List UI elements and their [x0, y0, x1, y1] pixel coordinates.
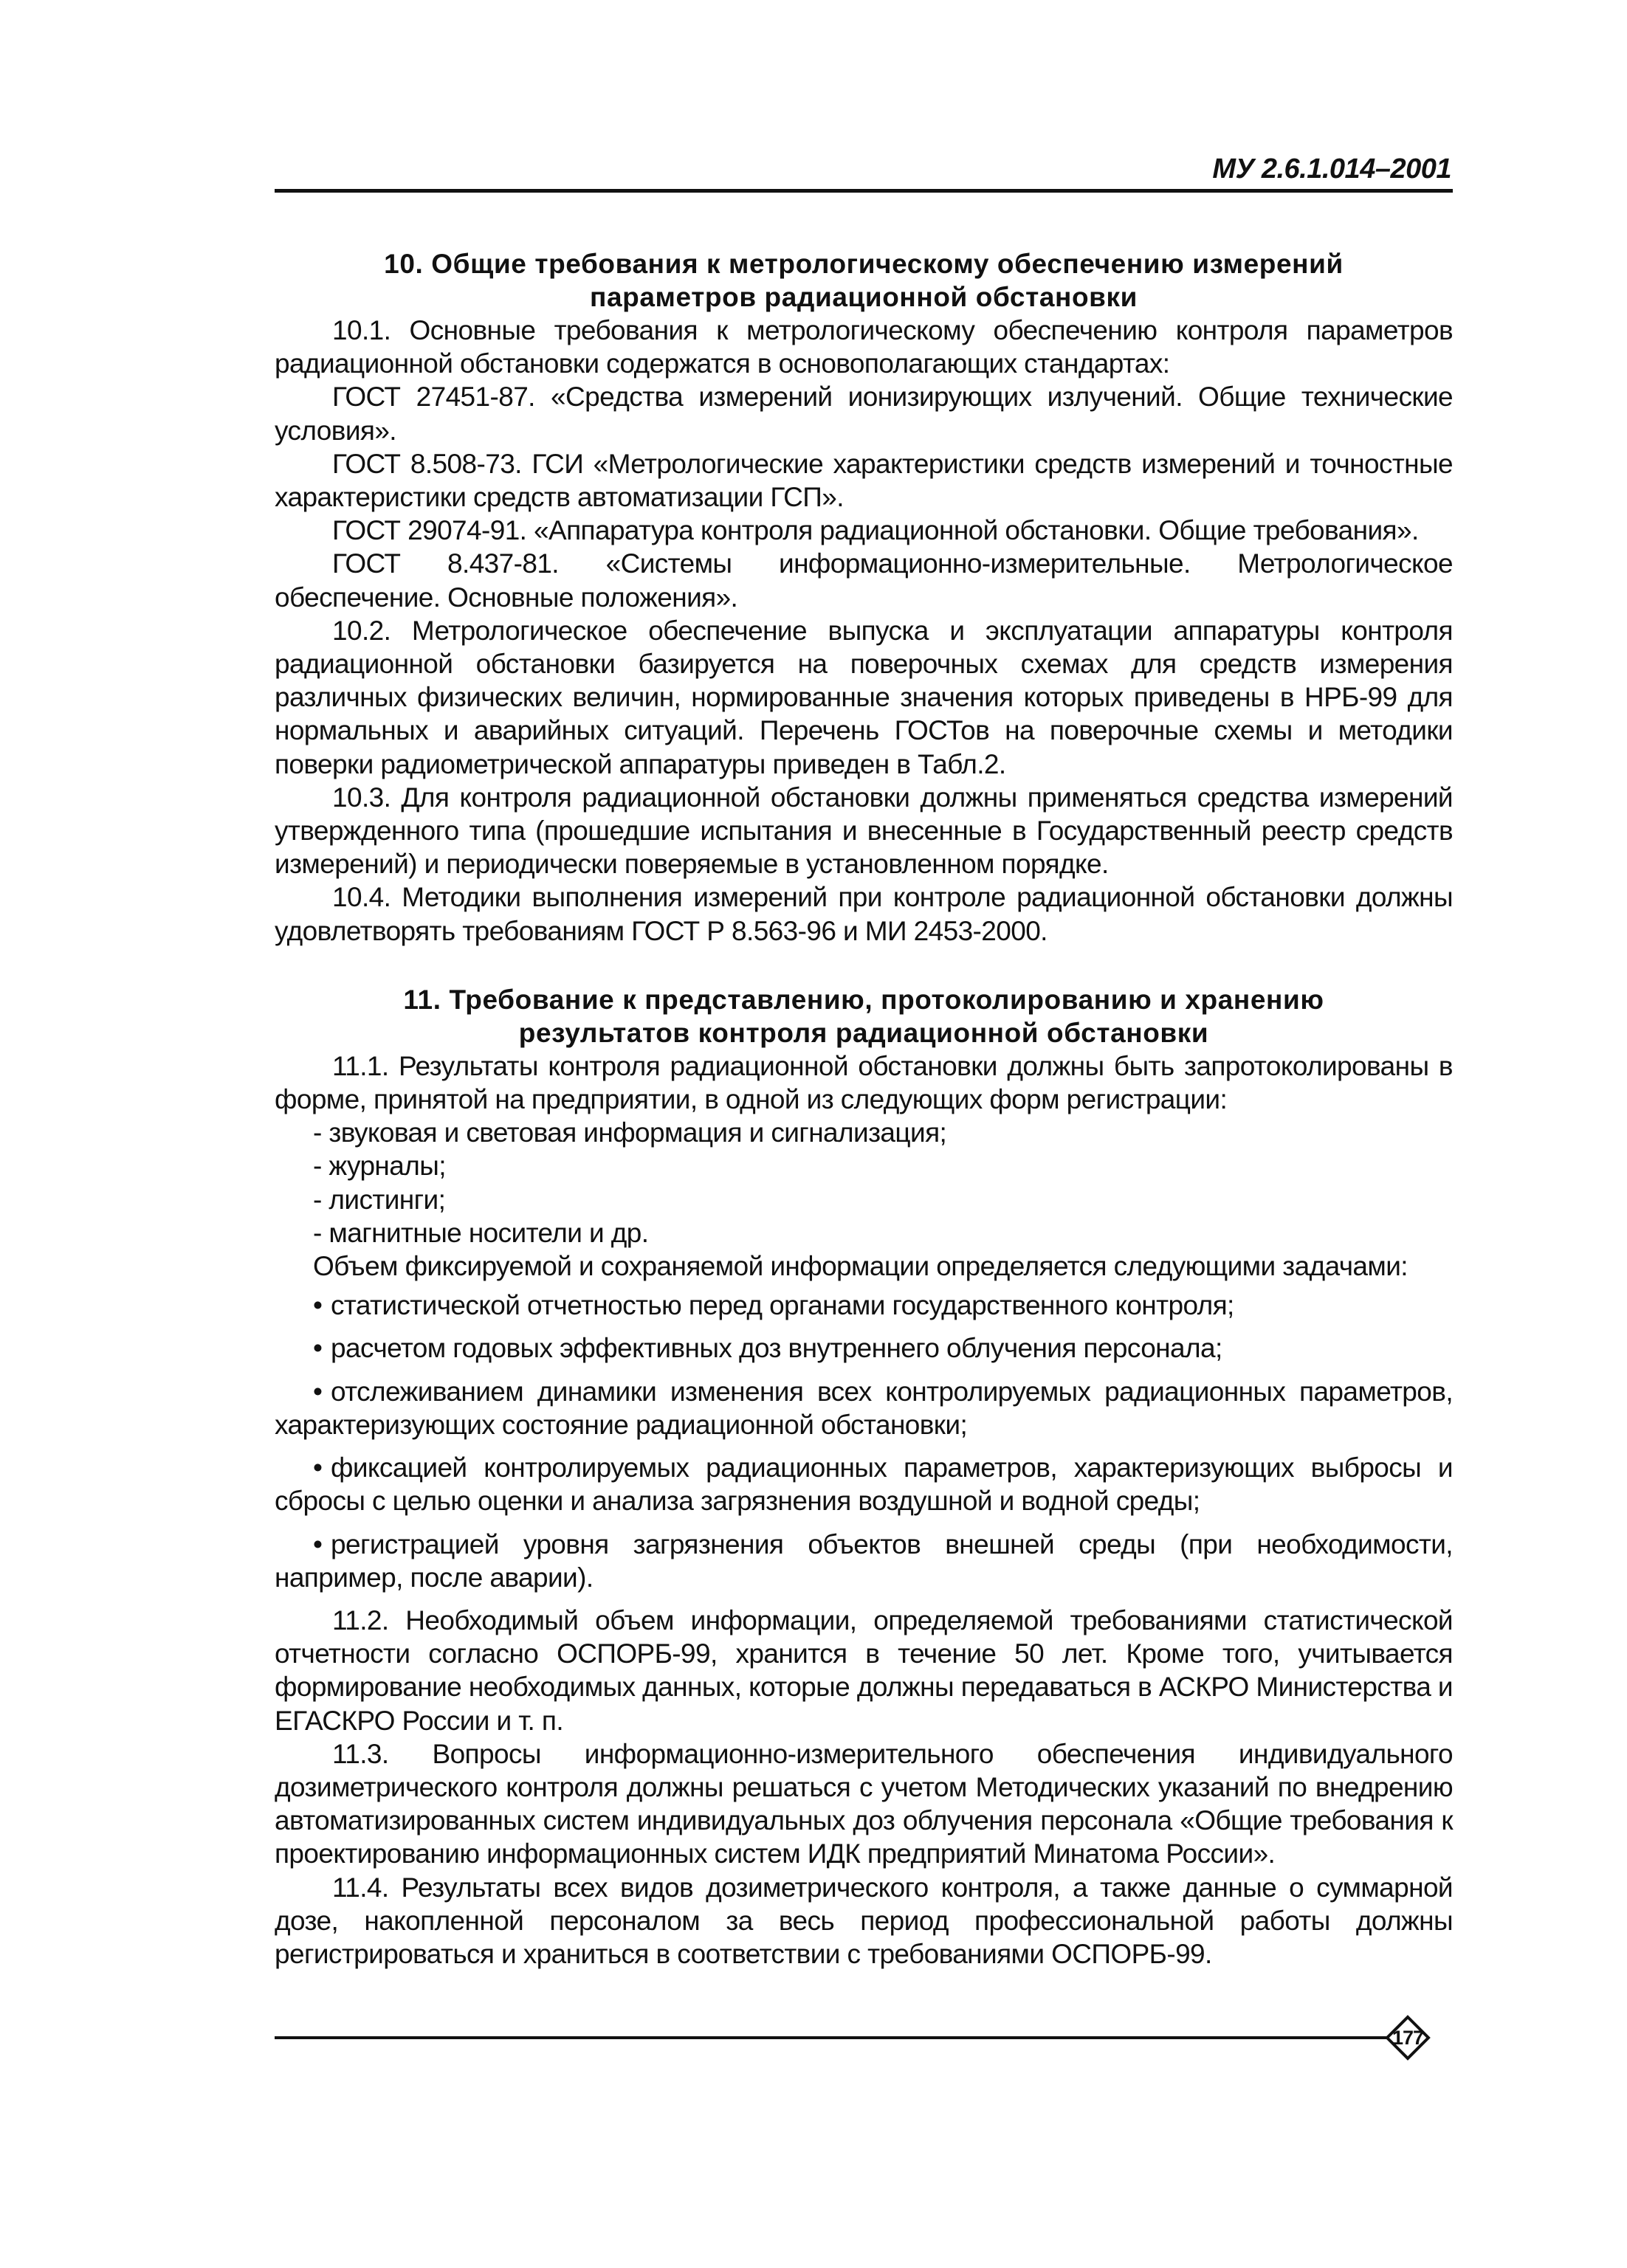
list-item: [275, 1528, 1453, 1594]
paragraph-10-3: 10.3. Для контроля радиационной обстановки должны применяться средства измерений утвержденного типа (прошедшие испытания и внесенные в Государственный реестр средств измерений) и периодически поверяемые в установленном порядке.: [275, 782, 1453, 880]
list-item: - журналы;: [313, 1151, 446, 1182]
list-item-text: расчетом годовых эффективных доз внутреннего облучения персонала;: [331, 1333, 1222, 1364]
list-item: [275, 1331, 1453, 1365]
section-11-heading-line-1: 11. Требование к представлению, протоколированию и хранению: [403, 984, 1324, 1015]
list-item-text: фиксацией контролируемых радиационных параметров, характеризующих выбросы и сбросы с целью оценки и анализа загрязнения воздушной и водной среды;: [275, 1452, 1453, 1517]
page-body: [275, 247, 1453, 1971]
standard-gost-27451: ГОСТ 27451-87. «Средства измерений ионизирующих излучений. Общие технические условия».: [275, 382, 1453, 446]
section-11-heading-line-2: результатов контроля радиационной обстановки: [518, 1017, 1209, 1048]
scope-intro: Объем фиксируемой и сохраняемой информации определяется следующими задачами:: [313, 1251, 1408, 1282]
list-item-text: отслеживанием динамики изменения всех контролируемых радиационных параметров, характеризующих состояние радиационной обстановки;: [275, 1376, 1453, 1440]
section-10-heading-line-1: 10. Общие требования к метрологическому обеспечению измерений: [384, 249, 1344, 279]
standard-gost-29074: ГОСТ 29074-91. «Аппаратура контроля радиационной обстановки. Общие требования».: [332, 515, 1419, 546]
list-item: [275, 1289, 1453, 1322]
header-divider: [275, 189, 1453, 193]
list-item: [275, 1375, 1453, 1441]
section-10-heading-line-2: параметров радиационной обстановки: [590, 282, 1138, 312]
paragraph-10-4: 10.4. Методики выполнения измерений при контроле радиационной обстановки должны удовлетворять требованиям ГОСТ Р 8.563-96 и МИ 2453-2000.: [275, 882, 1453, 946]
page-number: 177: [1392, 2027, 1424, 2049]
paragraph-11-2: 11.2. Необходимый объем информации, определяемой требованиями статистической отчетности согласно ОСПОРБ-99, хранится в течение 50 лет. Кроме того, учитывается формирование необходимых данных, которые должны передаваться в АСКРО Министерства и ЕГАСКРО России и т. п.: [275, 1605, 1453, 1736]
bullet-icon: •: [313, 1376, 323, 1407]
paragraph-10-2: 10.2. Метрологическое обеспечение выпуска и эксплуатации аппаратуры контроля радиационной обстановки базируется на поверочных схемах для средств измерения различных физических величин, нормированные значения которых приведены в НРБ-99 для нормальных и аварийных ситуаций. Перечень ГОСТов на поверочные схемы и методики поверки радиометрической аппаратуры приведен в Табл.2.: [275, 615, 1453, 779]
section-11: [275, 983, 1453, 1971]
page-number-badge: [1385, 2015, 1431, 2061]
section-10-heading: [275, 247, 1453, 314]
paragraph-11-3: 11.3. Вопросы информационно-измерительного обеспечения индивидуального дозиметрического контроля должны решаться с учетом Методических указаний по внедрению автоматизированных систем индивидуальных доз облучения персонала «Общие требования к проектированию информационных систем ИДК предприятий Минатома России».: [275, 1738, 1453, 1869]
bullet-icon: •: [313, 1452, 323, 1483]
registration-forms-list: [275, 1116, 1453, 1250]
standard-gost-8-437: ГОСТ 8.437-81. «Системы информационно-измерительные. Метрологическое обеспечение. Основные положения».: [275, 548, 1453, 613]
tasks-list: [275, 1289, 1453, 1594]
footer-divider: [275, 2036, 1386, 2039]
section-10: [275, 247, 1453, 948]
standard-gost-8-508: ГОСТ 8.508-73. ГСИ «Метрологические характеристики средств измерений и точностные характеристики средств автоматизации ГСП».: [275, 448, 1453, 513]
paragraph-11-4: 11.4. Результаты всех видов дозиметрического контроля, а также данные о суммарной дозе, накопленной персоналом за весь период профессиональной работы должны регистрироваться и храниться в соответствии с требованиями ОСПОРБ-99.: [275, 1872, 1453, 1969]
bullet-icon: •: [313, 1290, 323, 1321]
list-item-text: статистической отчетностью перед органами государственного контроля;: [331, 1290, 1234, 1321]
paragraph-11-1: 11.1. Результаты контроля радиационной обстановки должны быть запротоколированы в форме, принятой на предприятии, в одной из следующих форм регистрации:: [275, 1050, 1453, 1115]
list-item-text: регистрацией уровня загрязнения объектов внешней среды (при необходимости, например, после аварии).: [275, 1528, 1453, 1593]
list-item: [275, 1451, 1453, 1517]
section-11-heading: [275, 983, 1453, 1049]
list-item: - звуковая и световая информация и сигнализация;: [313, 1117, 947, 1148]
bullet-icon: •: [313, 1528, 323, 1559]
list-item: - листинги;: [313, 1184, 446, 1215]
paragraph-10-1: 10.1. Основные требования к метрологическому обеспечению контроля параметров радиационной обстановки содержатся в основополагающих стандартах:: [275, 315, 1453, 379]
bullet-icon: •: [313, 1333, 323, 1364]
list-item: - магнитные носители и др.: [313, 1217, 649, 1248]
document-reference: МУ 2.6.1.014–2001: [1212, 154, 1451, 185]
